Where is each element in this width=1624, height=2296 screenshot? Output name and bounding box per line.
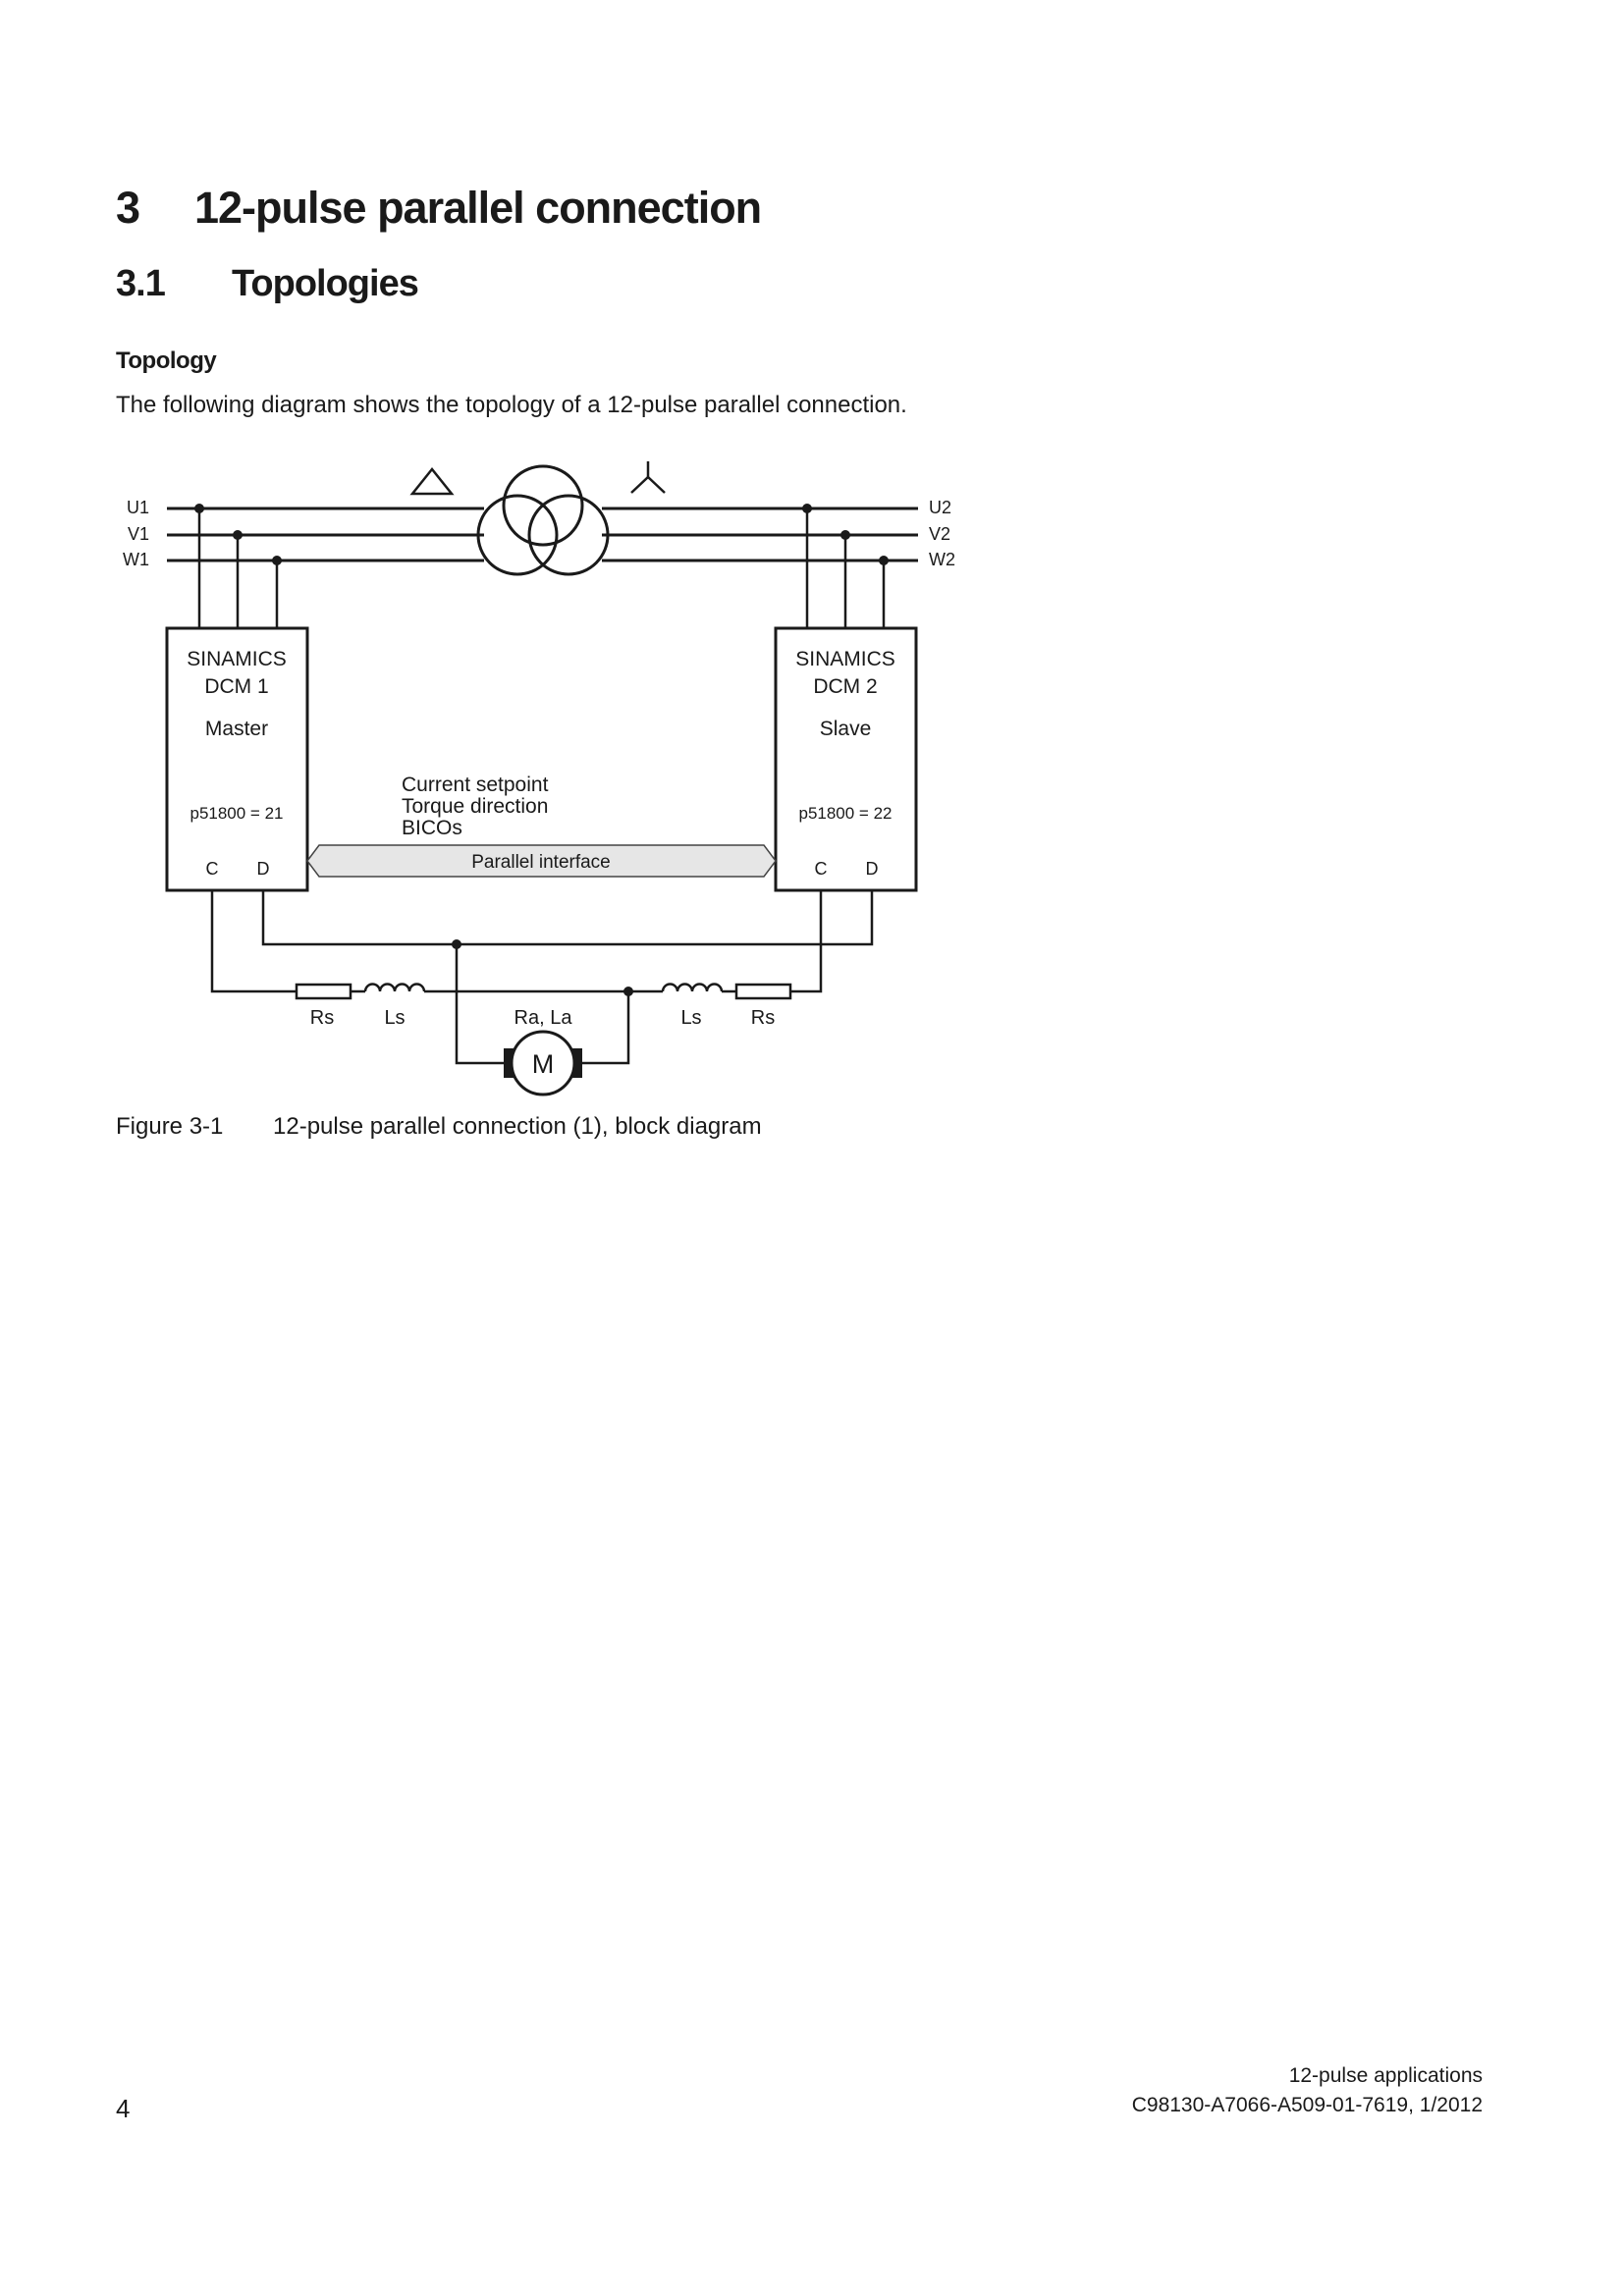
phase-lines [167,508,918,561]
feeder-drops [199,508,884,628]
subheading: Topology [116,347,217,374]
parallel-interface-label: Parallel interface [471,852,611,873]
inductor-ls-left [365,985,424,991]
label-rs-left: Rs [309,1007,335,1029]
signal-current-setpoint: Current setpoint [402,774,549,796]
signal-bicos: BICOs [402,817,462,839]
footer-title: 12-pulse applications [1288,2064,1483,2087]
junction-dots [194,504,889,996]
section-number: 3.1 [116,263,165,304]
section-title: Topologies [232,263,418,304]
resistor-rs-right [736,985,790,998]
dcm2-unit: DCM 2 [813,675,878,698]
label-rs-right: Rs [750,1007,776,1029]
label-ls-left: Ls [384,1007,406,1029]
motor-icon [504,1032,582,1095]
label-armature: Ra, La [514,1007,572,1029]
phase-label-v2: V2 [929,524,951,544]
dcm1-term-d: D [256,859,270,879]
figure-number: Figure 3-1 [116,1113,224,1140]
figure-caption: 12-pulse parallel connection (1), block diagram [273,1113,762,1140]
phase-label-u2: U2 [929,498,952,517]
phase-label-u1: U1 [126,498,149,517]
chapter-title: 12-pulse parallel connection [194,183,762,233]
dcm2-term-c: C [814,859,828,879]
dcm2-role: Slave [819,718,872,740]
star-symbol [631,461,665,493]
signal-torque-direction: Torque direction [402,795,549,818]
dcm1-unit: DCM 1 [204,675,269,698]
dcm1-role: Master [204,718,269,740]
resistor-rs-left [297,985,351,998]
dcm2-name: SINAMICS [795,648,895,670]
inductor-ls-right [663,985,722,991]
phase-label-w2: W2 [929,550,955,569]
footer-doc-id: C98130-A7066-A509-01-7619, 1/2012 [1131,2094,1483,2116]
phase-label-w1: W1 [123,550,149,569]
label-ls-right: Ls [680,1007,702,1029]
delta-symbol [412,469,452,494]
transformer [478,466,608,574]
phase-label-v1: V1 [127,524,149,544]
dcm1-name: SINAMICS [187,648,287,670]
dcm1-term-c: C [205,859,219,879]
parallel-interface [307,845,776,877]
dcm1-param: p51800 = 21 [189,804,284,823]
dcm2-term-d: D [865,859,879,879]
intro-paragraph: The following diagram shows the topology of a 12-pulse parallel connection. [116,392,907,418]
chapter-number: 3 [116,183,140,233]
motor-label: M [531,1049,555,1079]
page-number: 4 [116,2094,131,2123]
dcm2-param: p51800 = 22 [798,804,893,823]
